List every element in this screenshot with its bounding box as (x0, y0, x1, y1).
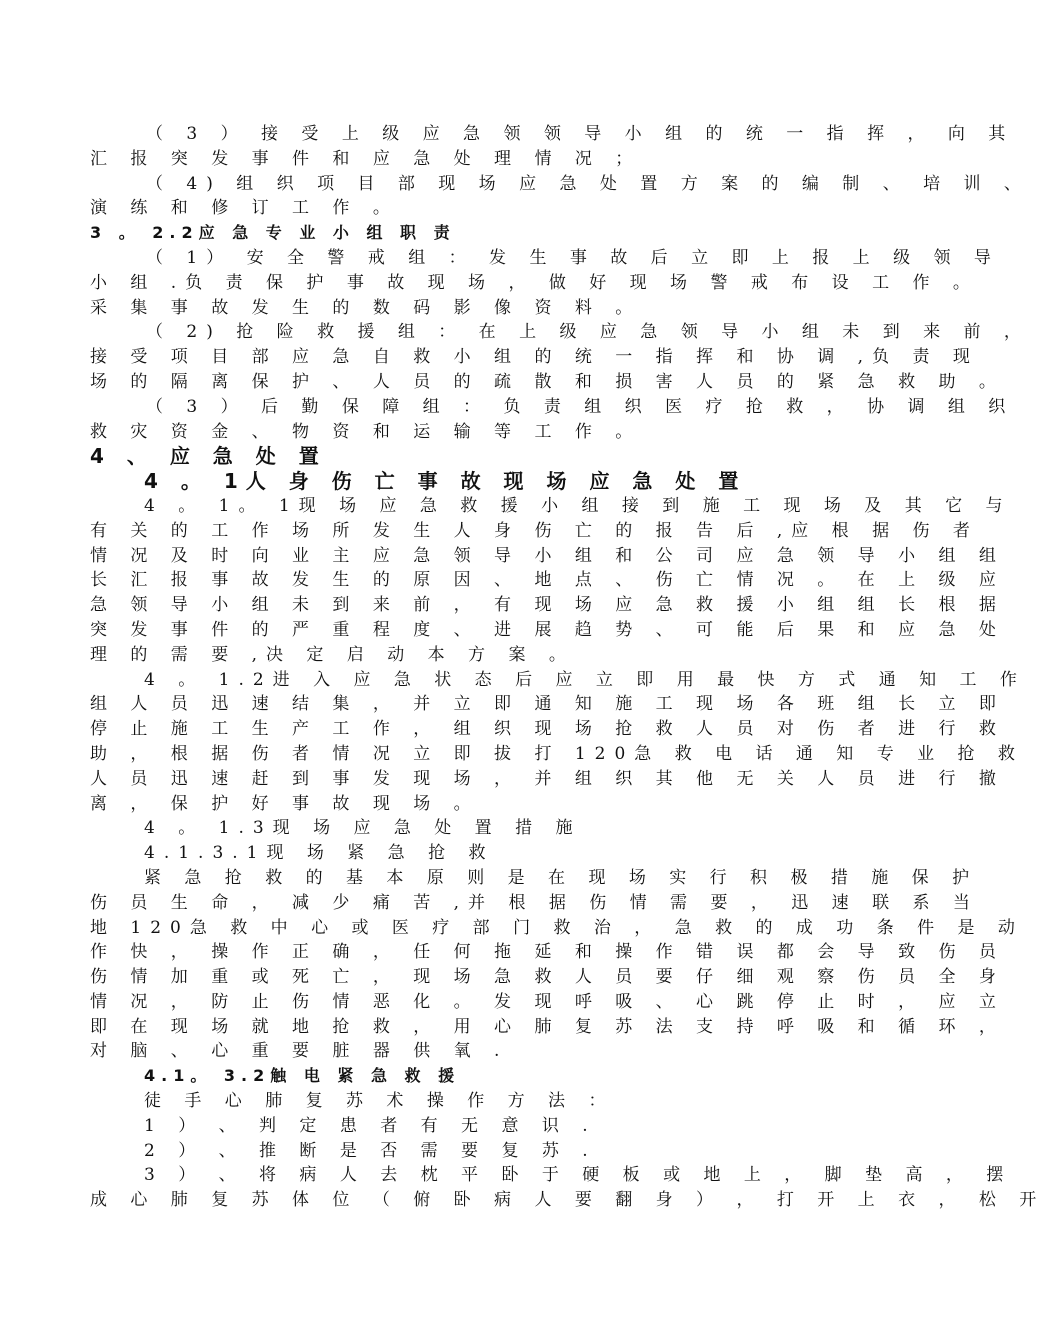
text-line: 徒 手 心 肺 复 苏 术 操 作 方 法 ： (144, 1091, 615, 1112)
text-line: （ 2) 抢 险 救 援 组 ： 在 上 级 应 急 领 导 小 组 未 到 来 前 ， (146, 322, 1030, 343)
text-line: （ 3 ） 后 勤 保 障 组 ： 负 责 组 织 医 疗 抢 救 ， 协 调 组 织 (146, 396, 1015, 417)
text-line: 即 在 现 场 就 地 抢 救 ， 用 心 肺 复 苏 法 支 持 呼 吸 和 循 环 ， (90, 1016, 1005, 1037)
text-line: 成 心 肺 复 苏 体 位 （ 俯 卧 病 人 要 翻 身 ） ， 打 开 上 衣 ， 松 开 (90, 1190, 1045, 1211)
text-line: 伤 员 生 命 ， 减 少 痛 苦 ,并 根 据 伤 情 需 要 ， 迅 速 联 系 当 (90, 892, 979, 913)
text-line: 突 发 事 件 的 严 重 程 度 、 进 展 趋 势 、 可 能 后 果 和 应 急 处 (90, 619, 1005, 640)
text-line: 组 人 员 迅 速 结 集 ， 并 立 即 通 知 施 工 现 场 各 班 组 长 立 即 (90, 694, 1005, 715)
text-line: 3 ） 、 将 病 人 去 枕 平 卧 于 硬 板 或 地 上 ， 脚 垫 高 ， 摆 (144, 1165, 1013, 1186)
subsection-heading: 4.1。 3.2触 电 紧 急 救 援 (144, 1066, 461, 1086)
text-line: 救 灾 资 金 、 物 资 和 运 输 等 工 作 。 (90, 421, 642, 442)
text-line: 对 脑 、 心 重 要 脏 器 供 氧 . (90, 1041, 509, 1062)
text-line: 汇 报 突 发 事 件 和 应 急 处 理 情 况 ； (90, 148, 642, 169)
text-line: （ 4) 组 织 项 目 部 现 场 应 急 处 置 方 案 的 编 制 、 培 训 、 (146, 173, 1030, 194)
text-line: 人 员 迅 速 赶 到 事 发 现 场 ， 并 组 织 其 他 无 关 人 员 进 行 撤 (90, 768, 1005, 789)
text-line: 4 。 1。 1现 场 应 急 救 援 小 组 接 到 施 工 现 场 及 其 它 与 (144, 495, 1012, 516)
text-line: 接 受 项 目 部 应 急 自 救 小 组 的 统 一 指 挥 和 协 调 ,负 责 现 (90, 347, 979, 368)
text-line: 助 ， 根 据 伤 者 情 况 立 即 拔 打 120急 救 电 话 通 知 专 业 抢 救 (90, 743, 1024, 764)
text-line: 伤 情 加 重 或 死 亡 ， 现 场 急 救 人 员 要 仔 细 观 察 伤 员 全 身 (90, 967, 1005, 988)
document-body (90, 122, 1045, 1213)
text-line: （ 1） 安 全 警 戒 组 ： 发 生 事 故 后 立 即 上 报 上 级 领 导 (146, 247, 1000, 268)
text-line: 演 练 和 修 订 工 作 。 (90, 198, 399, 219)
text-line: 急 领 导 小 组 未 到 来 前 ， 有 现 场 应 急 救 援 小 组 组 长 根 据 (90, 595, 1005, 616)
text-line: 停 止 施 工 生 产 工 作 ， 组 织 现 场 抢 救 人 员 对 伤 者 进 行 救 (90, 719, 1005, 740)
text-line: 作 快 ， 操 作 正 确 ， 任 何 拖 延 和 操 作 错 误 都 会 导 致 伤 员 (90, 942, 1005, 963)
text-line: 紧 急 抢 救 的 基 本 原 则 是 在 现 场 实 行 积 极 措 施 保 护 (144, 867, 979, 888)
text-line: 情 况 及 时 向 业 主 应 急 领 导 小 组 和 公 司 应 急 领 导 小 组 组 (90, 545, 1005, 566)
subchapter-heading: 4 。 1人 身 伤 亡 事 故 现 场 应 急 处 置 (144, 469, 747, 494)
chapter-heading: 4 、 应 急 处 置 (90, 444, 327, 469)
text-line: 小 组 .负 责 保 护 事 故 现 场 ， 做 好 现 场 警 戒 布 设 工 作 。 (90, 272, 979, 293)
text-line: 4 。 1.2进 入 应 急 状 态 后 应 立 即 用 最 快 方 式 通 知 工 作 (144, 669, 1026, 690)
text-line: 场 的 隔 离 保 护 、 人 员 的 疏 散 和 损 害 人 员 的 紧 急 救 助 。 (90, 371, 1005, 392)
text-line: 长 汇 报 事 故 发 生 的 原 因 、 地 点 、 伤 亡 情 况 。 在 上 级 应 (90, 570, 1005, 591)
text-line: 情 况 ， 防 止 伤 情 恶 化 。 发 现 呼 吸 、 心 跳 停 止 时 ， 应 立 (90, 991, 1005, 1012)
subsection-heading: 4 。 1.3现 场 应 急 处 置 措 施 (144, 818, 582, 839)
section-heading: 3 。 2.2应 急 专 业 小 组 职 责 (90, 223, 456, 243)
text-line: 理 的 需 要 ,决 定 启 动 本 方 案 。 (90, 644, 575, 665)
text-line: 采 集 事 故 发 生 的 数 码 影 像 资 料 。 (90, 297, 642, 318)
text-line: 地 120急 救 中 心 或 医 疗 部 门 救 治 ， 急 救 的 成 功 条 件 是 动 (90, 917, 1024, 938)
text-line: 2 ） 、 推 断 是 否 需 要 复 苏 . (144, 1140, 597, 1161)
subsection-heading: 4.1.3.1现 场 紧 急 抢 救 (144, 843, 495, 864)
text-line: 离 ， 保 护 好 事 故 现 场 。 (90, 793, 480, 814)
text-line: 1 ） 、 判 定 患 者 有 无 意 识 . (144, 1115, 597, 1136)
text-line: 有 关 的 工 作 场 所 发 生 人 身 伤 亡 的 报 告 后 ,应 根 据 伤 者 (90, 520, 979, 541)
text-line: （ 3 ） 接 受 上 级 应 急 领 领 导 小 组 的 统 一 指 挥 ， 向 其 (146, 124, 1015, 144)
